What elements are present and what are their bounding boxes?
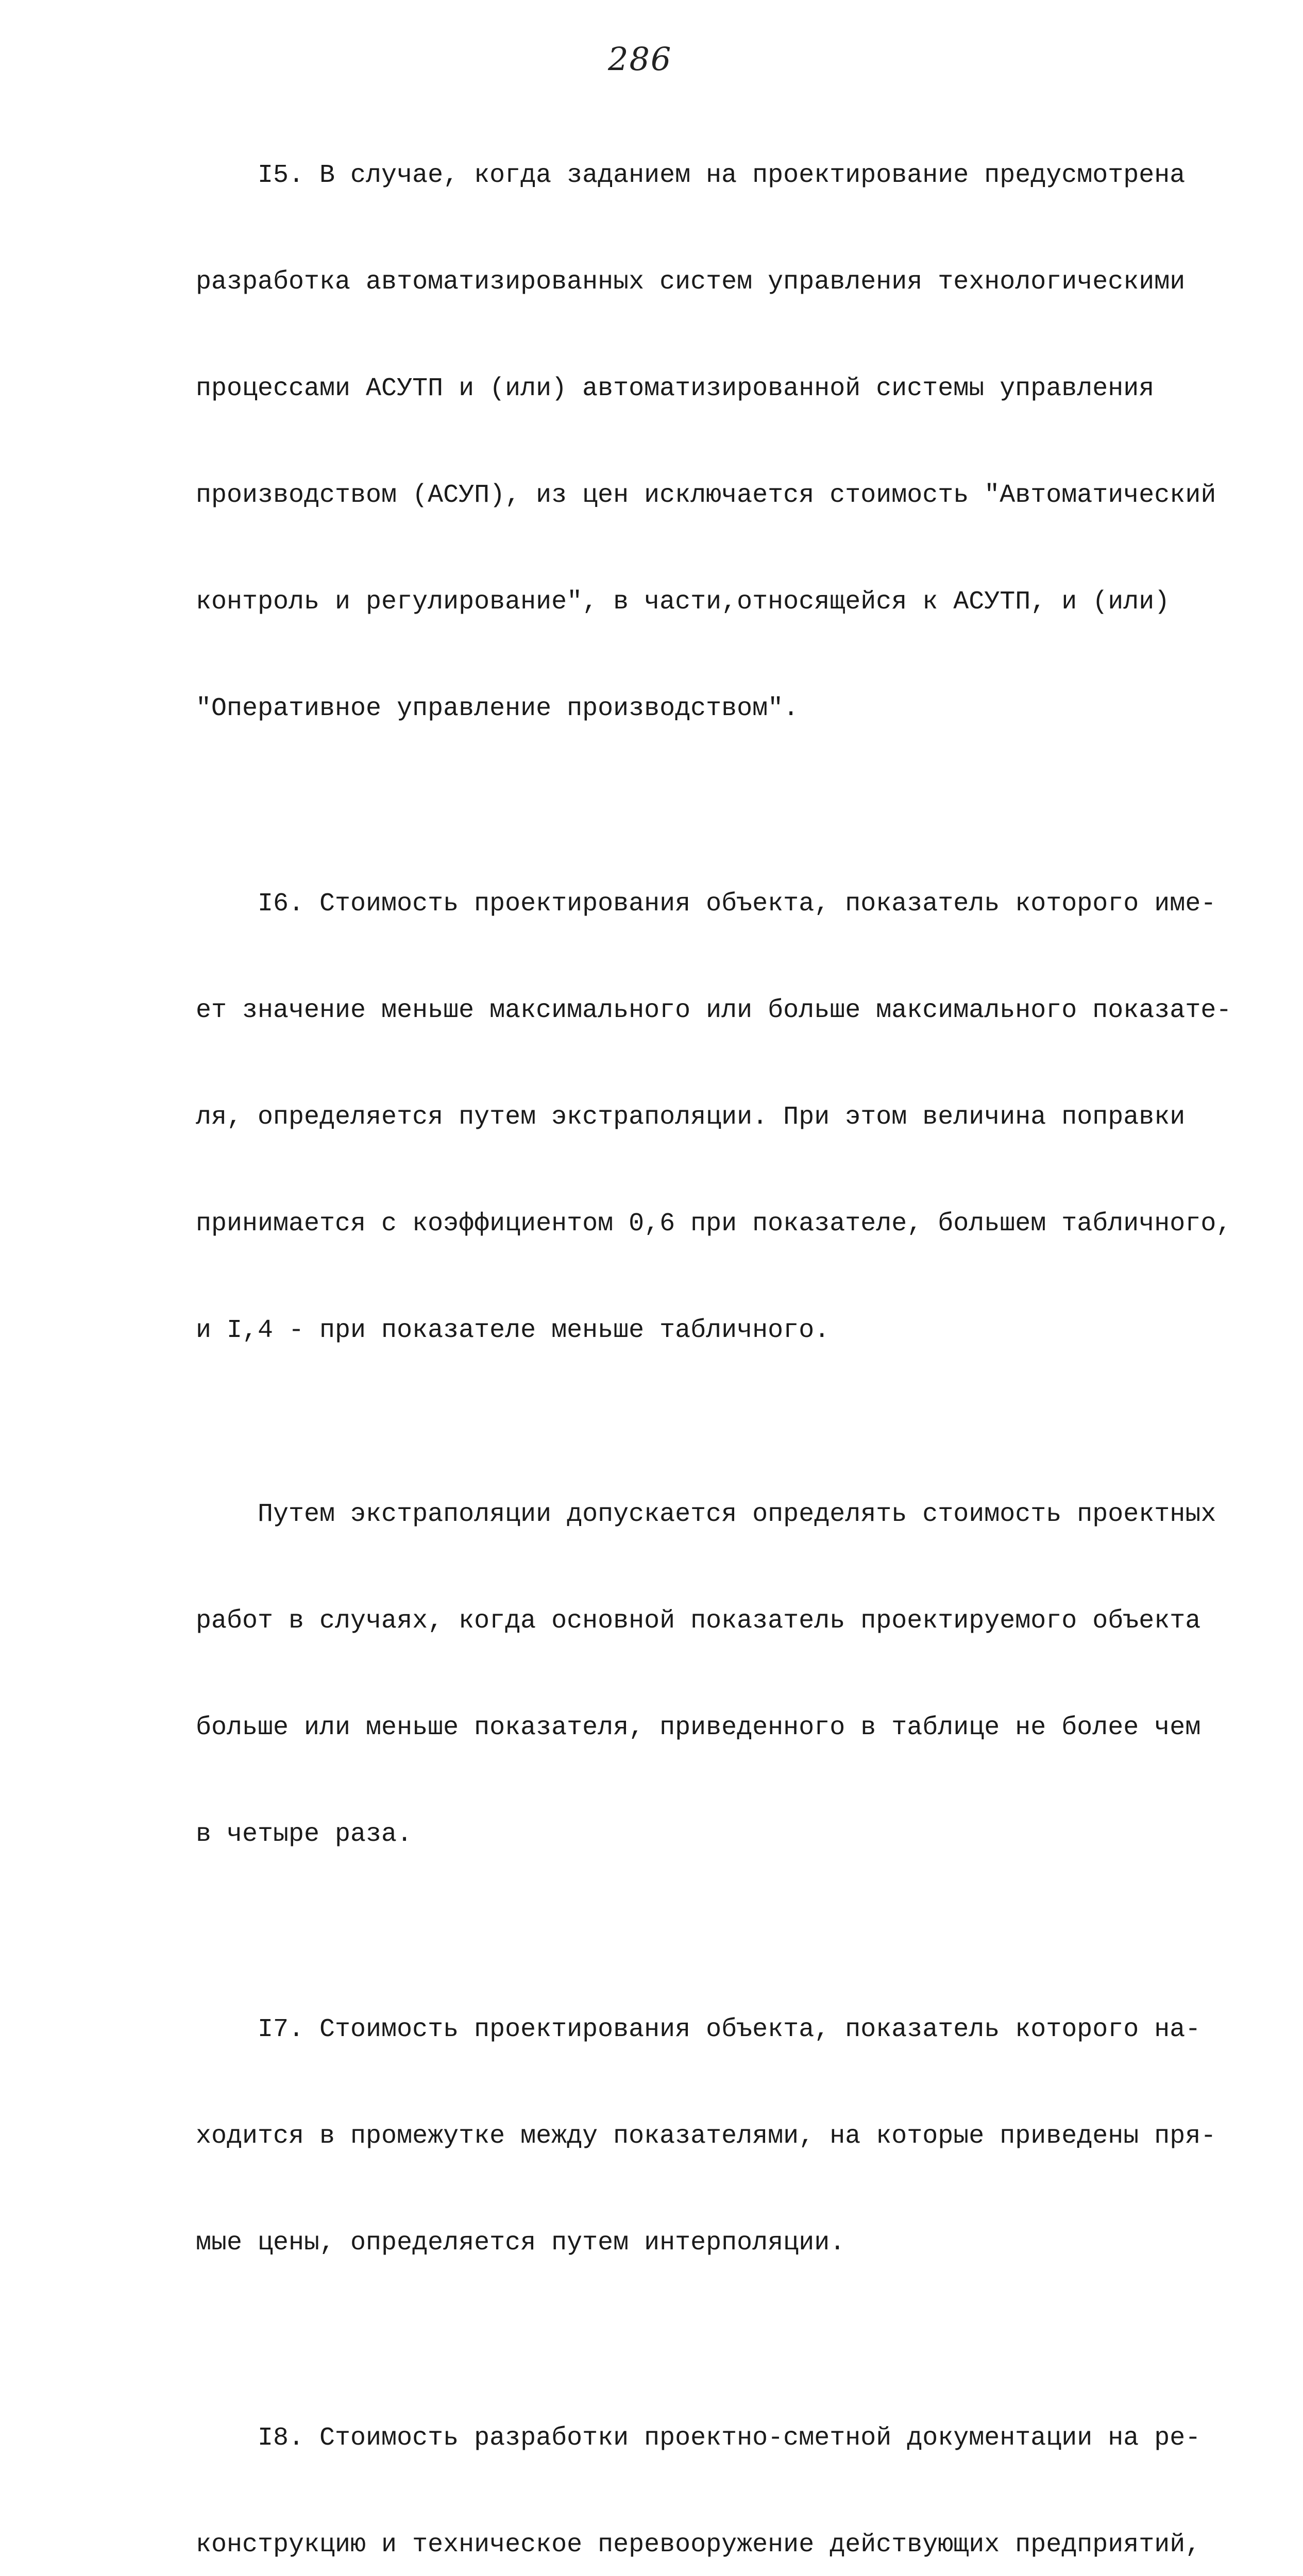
text-line: ля, определяется путем экстраполяции. При этом величина поправки — [196, 1103, 1186, 1132]
text-line: мые цены, определяется путем интерполяции. — [196, 2228, 845, 2258]
paragraph-17 — [196, 1941, 1242, 2332]
text-line: Путем экстраполяции допускается определять стоимость проектных — [196, 1500, 1216, 1529]
paragraph-18 — [196, 2349, 1242, 2576]
text-line: разработка автоматизированных систем управления технологическими — [196, 267, 1186, 297]
paragraph-16 — [196, 815, 1242, 1419]
text-line: и I,4 - при показателе меньше табличного. — [196, 1316, 830, 1345]
text-line: процессами АСУТП и (или) автоматизированной системы управления — [196, 374, 1155, 403]
text-line: больше или меньше показателя, приведенного в таблице не более чем — [196, 1713, 1201, 1742]
text-line: ет значение меньше максимального или больше максимального показате- — [196, 996, 1232, 1025]
document-body — [196, 87, 1242, 2576]
text-line: I8. Стоимость разработки проектно-сметной документации на ре- — [196, 2424, 1201, 2453]
text-line: I6. Стоимость проектирования объекта, показатель которого име- — [196, 889, 1216, 919]
text-line: работ в случаях, когда основной показатель проектируемого объекта — [196, 1606, 1201, 1636]
page-number: 286 — [608, 40, 672, 78]
text-line: принимается с коэффициентом 0,6 при показателе, большем табличного, — [196, 1209, 1232, 1239]
text-line: I7. Стоимость проектирования объекта, показатель которого на- — [196, 2015, 1201, 2044]
text-line: I5. В случае, когда заданием на проектирование предусмотрена — [196, 161, 1186, 190]
text-line: производством (АСУП), из цен исключается стоимость "Автоматический — [196, 481, 1216, 510]
text-line: конструкцию и техническое перевооружение действующих предприятий, — [196, 2530, 1201, 2560]
paragraph-15 — [196, 87, 1242, 798]
text-line: "Оперативное управление производством". — [196, 694, 799, 723]
text-line: в четыре раза. — [196, 1820, 413, 1849]
text-line: ходится в промежутке между показателями, на которые приведены пря- — [196, 2122, 1216, 2151]
paragraph-extrapolation — [196, 1426, 1242, 1923]
text-line: контроль и регулирование", в части,относящейся к АСУТП, и (или) — [196, 587, 1170, 617]
